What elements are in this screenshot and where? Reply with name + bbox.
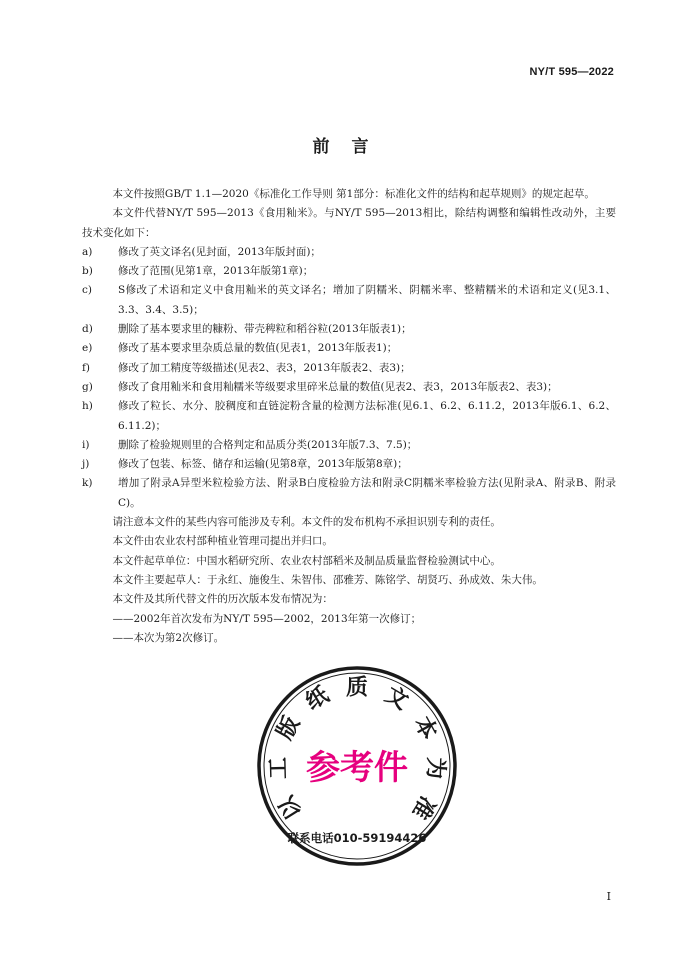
change-text: 删除了基本要求里的糠粉、带壳稗粒和稻谷粒(2013年版表1)；	[118, 323, 412, 336]
standard-code: NY/T 595—2022	[529, 66, 614, 78]
stamp-arc-char: 以	[274, 791, 308, 824]
patent-notice: 请注意本文件的某些内容可能涉及专利。本文件的发布机构不承担识别专利的责任。	[112, 516, 501, 529]
change-item-b	[82, 262, 616, 281]
change-item-h	[82, 397, 616, 436]
stamp-arc-char: 纸	[301, 682, 334, 716]
change-marker: h)	[82, 400, 93, 413]
change-text: 修改了包装、标签、储存和运输(见第8章，2013年版第8章)；	[118, 458, 408, 471]
stamp-arc-char: 为	[422, 756, 448, 780]
change-text: 修改了英文译名(见封面，2013年版封面)；	[118, 245, 321, 258]
intro-paragraph-2: 本文件代替NY/T 595—2013《食用籼米》。与NY/T 595—2013相比，除结构调整和编辑性改动外，主要技术变化如下：	[82, 207, 616, 239]
reference-stamp	[256, 665, 458, 867]
change-item-g	[82, 378, 616, 397]
change-text: 修改了基本要求里杂质总量的数值(见表1，2013年版表1)；	[118, 342, 398, 355]
change-item-d	[82, 320, 616, 339]
document-body	[82, 185, 616, 648]
page-title: 前言	[312, 137, 391, 157]
change-text: 修改了粒长、水分、胶稠度和直链淀粉含量的检测方法标准(见6.1、6.2、6.11.2，2013年版6.1、6.2、6.11.2)；	[118, 400, 616, 432]
change-marker: a)	[82, 245, 93, 258]
stamp-arc-char: 准	[406, 791, 440, 824]
stamp-graphic	[256, 665, 458, 867]
change-text: S修改了术语和定义中食用籼米的英文译名；增加了阴糯米、阴糯米率、整精糯米的术语和定义(见3.1、3.3、3.4、3.5)；	[118, 284, 616, 316]
change-text: 修改了加工精度等级描述(见表2、表3，2013年版表2、表3)；	[118, 361, 411, 374]
change-marker: c)	[82, 284, 92, 297]
stamp-arc-char: 版	[272, 712, 306, 744]
change-item-f	[82, 359, 616, 378]
stamp-center-text: 参考件	[306, 748, 408, 788]
change-marker: i)	[82, 438, 90, 451]
change-marker: d)	[82, 323, 93, 336]
change-item-i	[82, 436, 616, 455]
change-item-k	[82, 474, 616, 513]
change-marker: k)	[82, 477, 93, 490]
proposer-paragraph: 本文件由农业农村部种植业管理司提出并归口。	[112, 535, 333, 548]
stamp-arc-char: 质	[345, 675, 369, 701]
change-marker: e)	[82, 342, 93, 355]
history-item-1: ——2002年首次发布为NY/T 595—2002，2013年第一次修订；	[112, 612, 422, 625]
page-number: I	[606, 890, 611, 903]
change-item-a	[82, 243, 616, 262]
stamp-phone-text: 联系电话010-59194426	[287, 831, 427, 845]
history-intro-paragraph: 本文件及其所代替文件的历次版本发布情况为：	[112, 593, 333, 606]
change-marker: g)	[82, 380, 93, 393]
change-marker: b)	[82, 265, 93, 278]
change-text: 修改了食用籼米和食用籼糯米等级要求里碎米总量的数值(见表2、表3，2013年版表2、表3)；	[118, 380, 558, 393]
change-marker: j)	[82, 458, 90, 471]
stamp-arc-char: 本	[408, 712, 442, 744]
change-item-j	[82, 455, 616, 474]
change-marker: f)	[82, 361, 90, 374]
drafting-units-paragraph: 本文件起草单位：中国水稻研究所、农业农村部稻米及制品质量监督检验测试中心。	[112, 554, 501, 567]
history-item-2: ——本次为第2次修订。	[112, 631, 225, 644]
change-item-e	[82, 339, 616, 358]
change-text: 删除了检验规则里的合格判定和品质分类(2013年版7.3、7.5)；	[118, 438, 418, 451]
stamp-arc-char: 文	[380, 682, 413, 716]
drafters-paragraph: 本文件主要起草人：于永红、施俊生、朱智伟、邵雅芳、陈铭学、胡贤巧、孙成效、朱大伟。	[112, 573, 543, 586]
change-text: 修改了范围(见第1章，2013年版第1章)；	[118, 265, 314, 278]
stamp-arc-char: 工	[266, 756, 292, 780]
change-item-c	[82, 281, 616, 320]
intro-paragraph-1: 本文件按照GB/T 1.1—2020《标准化工作导则 第1部分：标准化文件的结构和起草规则》的规定起草。	[112, 188, 595, 200]
change-text: 增加了附录A异型米粒检验方法、附录B白度检验方法和附录C阴糯米率检验方法(见附录A、附录B、附录C)。	[118, 477, 616, 509]
